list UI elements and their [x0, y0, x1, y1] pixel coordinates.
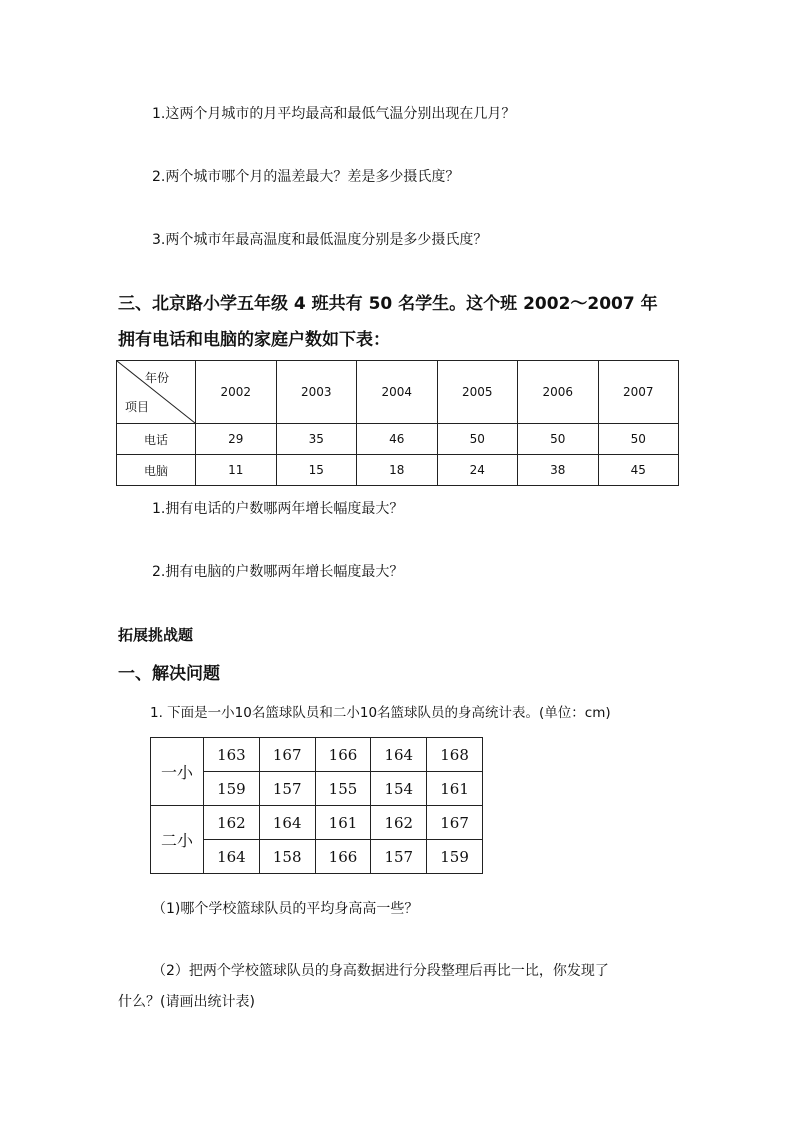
table-cell: 46	[357, 424, 438, 455]
extension-title: 拓展挑战题	[118, 626, 194, 644]
corner-year-label: 年份	[144, 371, 169, 385]
table-cell: 155	[315, 772, 371, 806]
year-cell: 2007	[598, 361, 679, 424]
year-cell: 2004	[357, 361, 438, 424]
corner-cell	[117, 361, 196, 424]
table-cell: 163	[204, 738, 260, 772]
table-cell: 24	[437, 455, 518, 486]
table-cell: 157	[371, 840, 427, 874]
table-cell: 164	[259, 806, 315, 840]
table-cell: 162	[371, 806, 427, 840]
table-cell: 18	[357, 455, 438, 486]
extension-question-2-line1: （2）把两个学校篮球队员的身高数据进行分段整理后再比一比，你发现了	[152, 963, 609, 979]
table-cell: 167	[427, 806, 483, 840]
table-cell: 11	[196, 455, 277, 486]
extension-question-1: （1)哪个学校篮球队员的平均身高高一些？	[152, 901, 419, 917]
table-cell: 157	[259, 772, 315, 806]
table-cell: 29	[196, 424, 277, 455]
extension-question-2-line2: 什么？(请画出统计表)	[118, 994, 255, 1010]
table-row	[151, 738, 483, 772]
table-cell: 161	[427, 772, 483, 806]
problem-text: 1. 下面是一小10名篮球队员和二小10名篮球队员的身高统计表。(单位：cm)	[150, 705, 611, 721]
extension-subtitle: 一、解决问题	[118, 664, 220, 684]
table-cell: 159	[427, 840, 483, 874]
heights-table	[150, 737, 483, 874]
section-3-heading-line1: 三、北京路小学五年级 4 班共有 50 名学生。这个班 2002～2007 年	[118, 294, 658, 314]
question-3: 3.两个城市年最高温度和最低温度分别是多少摄氏度？	[152, 232, 488, 248]
year-cell: 2002	[196, 361, 277, 424]
household-table	[116, 360, 679, 486]
row-label: 电脑	[117, 455, 196, 486]
table-cell: 159	[204, 772, 260, 806]
table-cell: 158	[259, 840, 315, 874]
table-cell: 166	[315, 840, 371, 874]
table-cell: 45	[598, 455, 679, 486]
question-phone: 1.拥有电话的户数哪两年增长幅度最大？	[152, 501, 404, 517]
year-cell: 2005	[437, 361, 518, 424]
table-cell: 154	[371, 772, 427, 806]
question-2: 2.两个城市哪个月的温差最大？差是多少摄氏度？	[152, 169, 460, 185]
table-cell: 35	[276, 424, 357, 455]
table-cell: 164	[204, 840, 260, 874]
table-cell: 50	[518, 424, 599, 455]
school-label: 一小	[151, 738, 204, 806]
table-row	[117, 455, 679, 486]
table-row	[117, 424, 679, 455]
table-cell: 164	[371, 738, 427, 772]
question-1: 1.这两个月城市的月平均最高和最低气温分别出现在几月？	[152, 106, 516, 122]
table-cell: 168	[427, 738, 483, 772]
school-label: 二小	[151, 806, 204, 874]
corner-item-label: 项目	[125, 400, 150, 414]
table-cell: 167	[259, 738, 315, 772]
table-cell: 38	[518, 455, 599, 486]
table-cell: 15	[276, 455, 357, 486]
question-computer: 2.拥有电脑的户数哪两年增长幅度最大？	[152, 564, 404, 580]
table-cell: 166	[315, 738, 371, 772]
table-row	[151, 806, 483, 840]
section-3-heading-line2: 拥有电话和电脑的家庭户数如下表：	[118, 330, 390, 350]
table-cell: 162	[204, 806, 260, 840]
table-cell: 50	[598, 424, 679, 455]
row-label: 电话	[117, 424, 196, 455]
table-header-row	[117, 361, 679, 424]
year-cell: 2003	[276, 361, 357, 424]
table-cell: 50	[437, 424, 518, 455]
table-cell: 161	[315, 806, 371, 840]
year-cell: 2006	[518, 361, 599, 424]
